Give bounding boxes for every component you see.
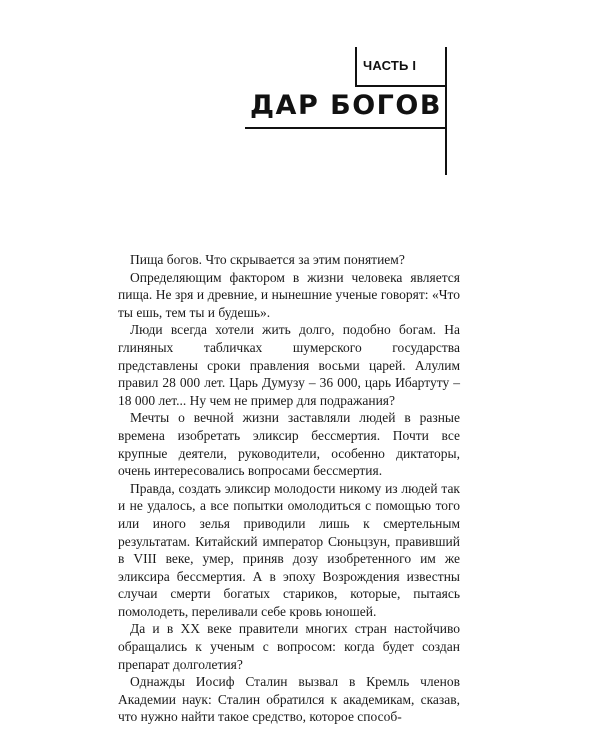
- paragraph: Мечты о вечной жизни заставляли людей в разные времена изобретать эликсир бессмертия. Почти все крупные деятели, руководители, особенно диктаторы, очень интересовались вопросами бессмертия.: [118, 410, 460, 479]
- paragraph: Однажды Иосиф Сталин вызвал в Кремль членов Академии наук: Сталин обратился к академикам, сказав, что нужно найти такое средство, которое способ-: [118, 674, 460, 725]
- header-rule-bottom: [245, 127, 445, 129]
- header-rule-top: [355, 85, 447, 87]
- header-rule-left: [355, 47, 357, 87]
- paragraph: Определяющим фактором в жизни человека является пища. Не зря и древние, и нынешние ученые говорят: «Что ты ешь, тем ты и будешь».: [118, 269, 460, 320]
- paragraph: Люди всегда хотели жить долго, подобно богам. На глиняных табличках шумерского государства представлены сроки правления восьми царей. Алулим правил 28 000 лет. Царь Думузу – 36 000, царь Ибартуту – 18 000 лет... Ну чем не пример для подражания?: [118, 322, 460, 408]
- body-text: [118, 251, 460, 726]
- part-label: ЧАСТЬ I: [363, 58, 417, 73]
- chapter-title: ДАР БОГОВ: [250, 90, 442, 121]
- paragraph: Да и в XX веке правители многих стран настойчиво обращались к ученым с вопросом: когда будет создан препарат долголетия?: [118, 621, 460, 672]
- paragraph: Правда, создать эликсир молодости никому из людей так и не удалось, а все попытки омолодиться с помощью того или иного зелья приводили лишь к смертельным результатам. Китайский император Сюньцзун, правивший в VIII веке, умер, приняв дозу изобретенного им же эликсира бессмертия. А в эпоху Возрождения известны случаи смерти богатых стариков, которые, пытаясь помолодеть, переливали себе кровь юношей.: [118, 480, 460, 619]
- paragraph: Пища богов. Что скрывается за этим понятием?: [130, 252, 405, 267]
- header-rule-right: [445, 47, 447, 175]
